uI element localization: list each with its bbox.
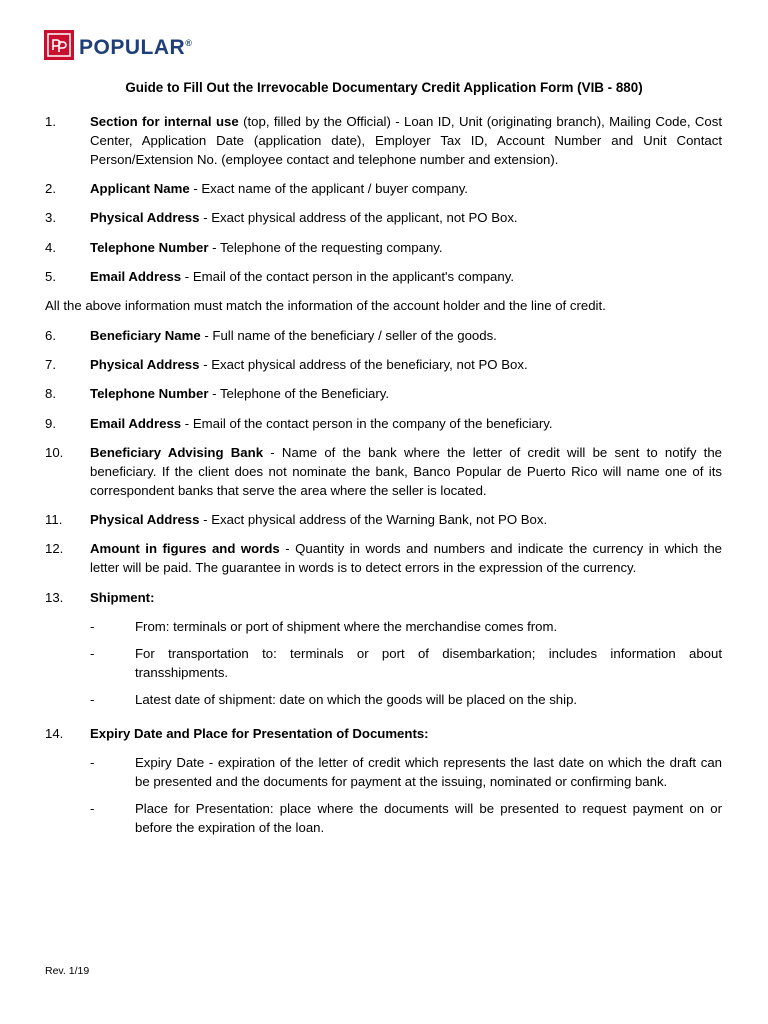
sub-list-item — [90, 644, 722, 682]
sub-item-text: From: terminals or port of shipment where the merchandise comes from. — [135, 619, 558, 634]
page-title: Guide to Fill Out the Irrevocable Documentary Credit Application Form (VIB - 880) — [125, 80, 643, 95]
item-number: 5. — [45, 269, 56, 284]
sub-list-item — [90, 690, 722, 709]
item-number: 10. — [45, 445, 64, 460]
item-label: Physical Address — [90, 512, 200, 527]
list-item — [45, 238, 722, 257]
item-number: 12. — [45, 541, 64, 556]
list-item — [45, 539, 722, 577]
sub-list-item — [90, 753, 722, 791]
item-text: - Exact physical address of the applicant, not PO Box. — [199, 210, 518, 225]
item-label: Shipment: — [90, 590, 155, 605]
revision-footer: Rev. 1/19 — [45, 965, 90, 977]
brand-name: POPULAR® — [79, 35, 193, 59]
item-number: 13. — [45, 590, 64, 605]
sub-item-text: Expiry Date - expiration of the letter of credit which represents the last date on which the draft can be presented and the documents for payment at the issuing, nominated or confirming bank. — [135, 755, 722, 789]
list-item — [45, 724, 722, 743]
item-text: (top, filled by the Official) - Loan ID, Unit (originating branch), Mailing Code, Cost Center, Application Date (application date), Employer Tax ID, Account Number and Unit Contact Person/Extension No. (employee contact and telephone number and extension). — [90, 114, 722, 167]
section-note: All the above information must match the information of the account holder and the line of credit. — [45, 298, 606, 313]
item-text: - Exact physical address of the beneficiary, not PO Box. — [199, 357, 528, 372]
item-label: Email Address — [90, 269, 182, 284]
dash-bullet: - — [90, 692, 95, 707]
list-item — [45, 510, 722, 529]
sub-list-item — [90, 617, 722, 636]
list-item — [45, 355, 722, 374]
item-number: 4. — [45, 240, 56, 255]
sub-item-text: For transportation to: terminals or port of disembarkation; includes information about transshipments. — [135, 646, 722, 680]
item-label: Applicant Name — [90, 181, 190, 196]
item-number: 8. — [45, 386, 56, 401]
item-text: - Quantity in words and numbers and indicate the currency in which the letter will be paid. The guarantee in words is to detect errors in the expression of the currency. — [90, 541, 722, 575]
sub-list-item — [90, 799, 722, 837]
item-label: Telephone Number — [90, 386, 209, 401]
item-text: - Full name of the beneficiary / seller of the goods. — [200, 328, 497, 343]
item-number: 3. — [45, 210, 56, 225]
item-label: Amount in figures and words — [90, 541, 280, 556]
item-number: 11. — [45, 512, 63, 527]
list-item — [45, 112, 722, 169]
item-number: 9. — [45, 416, 56, 431]
item-label: Physical Address — [90, 357, 200, 372]
dash-bullet: - — [90, 801, 95, 816]
item-number: 2. — [45, 181, 56, 196]
item-label: Section for internal use — [90, 114, 239, 129]
item-text: - Exact name of the applicant / buyer company. — [189, 181, 468, 196]
popular-seal-icon — [44, 30, 74, 60]
dash-bullet: - — [90, 619, 95, 634]
item-number: 7. — [45, 357, 56, 372]
item-label: Expiry Date and Place for Presentation of Documents: — [90, 726, 429, 741]
sub-item-text: Latest date of shipment: date on which the goods will be placed on the ship. — [135, 692, 578, 707]
item-label: Physical Address — [90, 210, 200, 225]
item-label: Beneficiary Name — [90, 328, 201, 343]
list-item — [45, 326, 722, 345]
item-label: Telephone Number — [90, 240, 209, 255]
item-text: - Exact physical address of the Warning Bank, not PO Box. — [199, 512, 548, 527]
sub-item-text: Place for Presentation: place where the documents will be presented to request payment on or before the expiration of the loan. — [135, 801, 722, 835]
item-text: - Email of the contact person in the company of the beneficiary. — [181, 416, 553, 431]
list-item — [45, 267, 722, 286]
dash-bullet: - — [90, 755, 95, 770]
item-text: - Email of the contact person in the applicant's company. — [181, 269, 515, 284]
popular-logo — [44, 30, 192, 60]
item-number: 1. — [45, 114, 56, 129]
list-item — [45, 443, 722, 500]
list-item — [45, 414, 722, 433]
item-text: - Telephone of the Beneficiary. — [208, 386, 390, 401]
list-item — [45, 588, 722, 607]
item-text: - Name of the bank where the letter of credit will be sent to notify the beneficiary. If the client does not nominate the bank, Banco Popular de Puerto Rico will name one of its correspondent banks that serve the area where the seller is located. — [90, 445, 723, 498]
dash-bullet: - — [90, 646, 95, 661]
list-item — [45, 179, 722, 198]
item-label: Beneficiary Advising Bank — [90, 445, 264, 460]
list-item — [45, 208, 722, 227]
item-number: 6. — [45, 328, 56, 343]
item-text: - Telephone of the requesting company. — [208, 240, 443, 255]
item-number: 14. — [45, 726, 64, 741]
item-label: Email Address — [90, 416, 182, 431]
list-item — [45, 384, 722, 403]
